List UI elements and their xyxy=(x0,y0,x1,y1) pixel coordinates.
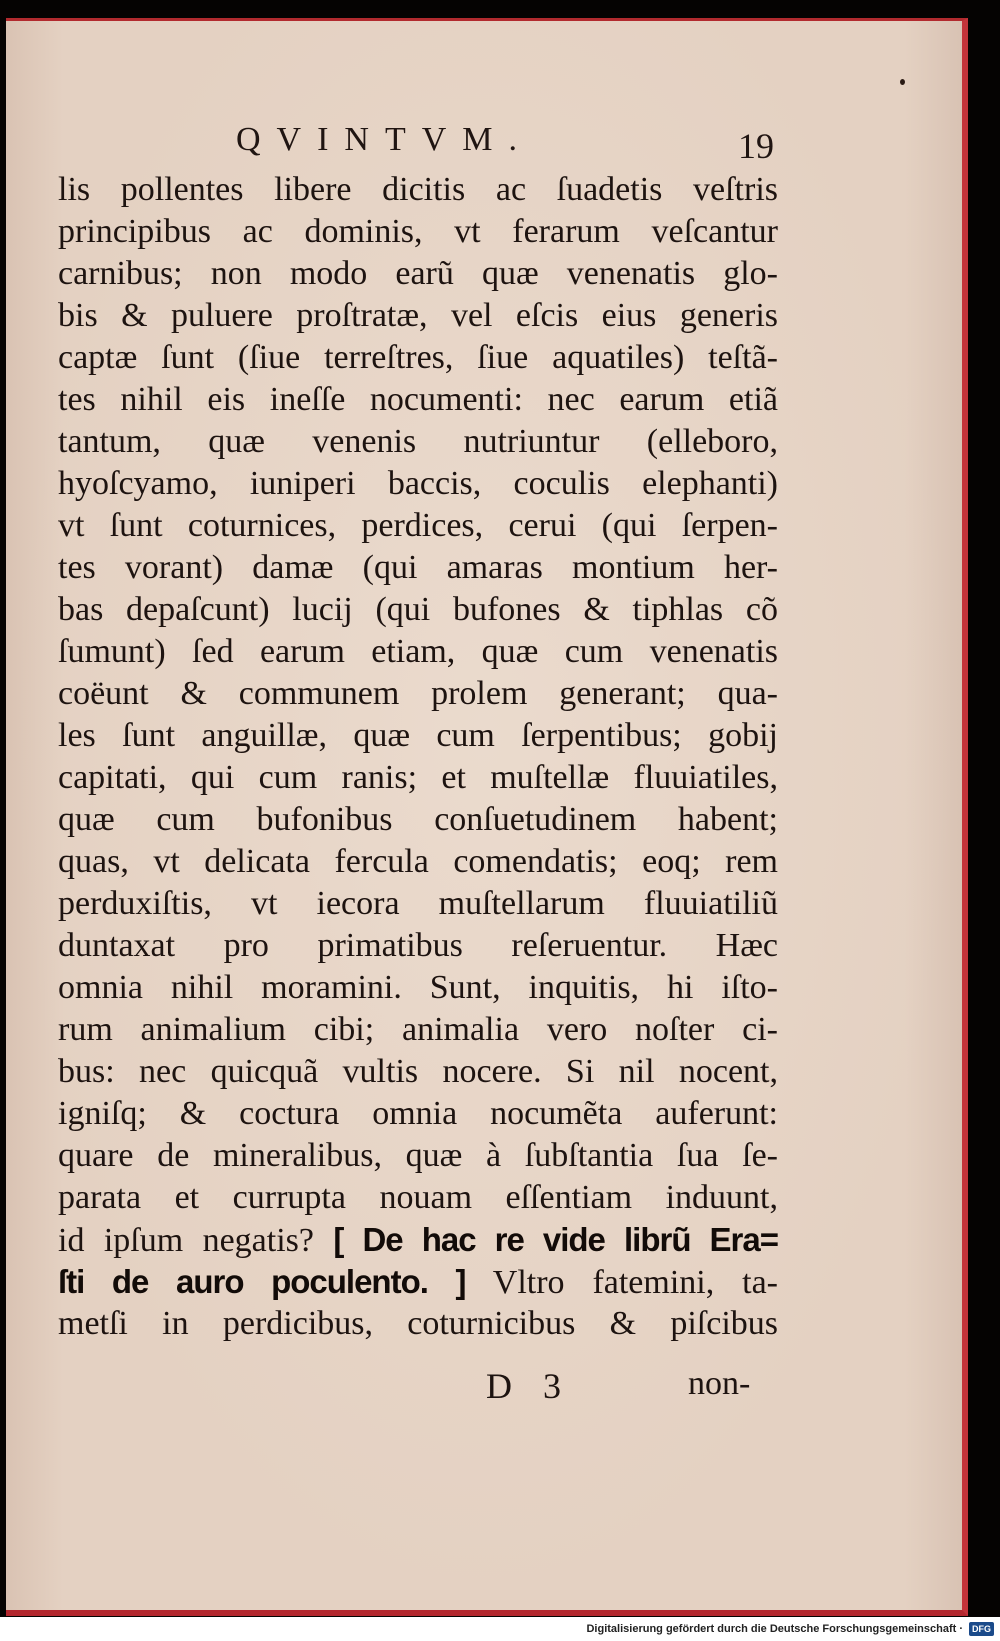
running-head: QVINTVM. xyxy=(236,121,534,158)
text-line: tes nihil eis ineſſe nocumenti: nec earum etiã xyxy=(58,381,778,418)
ink-speck xyxy=(900,79,905,85)
text-line: hyoſcyamo, iuniperi baccis, coculis elephanti) xyxy=(58,465,778,502)
text-line: captæ ſunt (ſiue terreſtres, ſiue aquatiles) teſtã- xyxy=(58,339,778,376)
text-line: quas, vt delicata fercula comendatis; eoq; rem xyxy=(58,843,778,880)
text-line: quare de mineralibus, quæ à ſubſtantia ſua ſe- xyxy=(58,1137,778,1174)
text-line: bis & puluere proſtratæ, vel eſcis eius generis xyxy=(58,297,778,334)
text-line: tes vorant) damæ (qui amaras montium her- xyxy=(58,549,778,586)
dfg-logo-icon: DFG xyxy=(969,1622,994,1636)
text-line: parata et currupta nouam eſſentiam induunt, xyxy=(58,1179,778,1216)
text-line: tantum, quæ venenis nutriuntur (elleboro, xyxy=(58,423,778,460)
text-line: coëunt & communem prolem generant; qua- xyxy=(58,675,778,712)
catchword: non- xyxy=(688,1365,751,1402)
text-line: igniſq; & coctura omnia nocumẽta auferunt: xyxy=(58,1095,778,1132)
text-line: omnia nihil moramini. Sunt, inquitis, hi iſto- xyxy=(58,969,778,1006)
text-line: vt ſunt coturnices, perdices, cerui (qui ſerpen- xyxy=(58,507,778,544)
text-line: duntaxat pro primatibus reſeruentur. Hæc xyxy=(58,927,778,964)
text-line: metſi in perdicibus, coturnicibus & piſcibus xyxy=(58,1305,778,1342)
text-line: rum animalium cibi; animalia vero noſter ci- xyxy=(58,1011,778,1048)
book-page xyxy=(6,18,968,1616)
text-line: capitati, qui cum ranis; et muſtellæ fluuiatiles, xyxy=(58,759,778,796)
text-line: les ſunt anguillæ, quæ cum ſerpentibus; gobij xyxy=(58,717,778,754)
text-line: ſumunt) ſed earum etiam, quæ cum venenatis xyxy=(58,633,778,670)
funding-credit: Digitalisierung gefördert durch die Deutsche Forschungsgemeinschaft · xyxy=(586,1623,963,1635)
digitization-footer xyxy=(0,1617,1000,1641)
marginal-note: ſti de auro poculento. ] xyxy=(58,1263,466,1300)
signature-mark: D 3 xyxy=(486,1366,561,1406)
body-text xyxy=(58,169,778,1345)
text-line: lis pollentes libere dicitis ac ſuadetis veſtris xyxy=(58,171,778,208)
text-line: bas depaſcunt) lucij (qui bufones & tiphlas cõ xyxy=(58,591,778,628)
text-line: perduxiſtis, vt iecora muſtellarum fluuiatiliũ xyxy=(58,885,778,922)
text-line: quæ cum bufonibus conſuetudinem habent; xyxy=(58,801,778,838)
text-line: principibus ac dominis, vt ferarum veſcantur xyxy=(58,213,778,250)
text-line: bus: nec quicquã vultis nocere. Si nil nocent, xyxy=(58,1053,778,1090)
page-number: 19 xyxy=(738,126,774,166)
text-line: ſti de auro poculento. ] Vltro fatemini, ta- xyxy=(58,1263,778,1301)
marginal-note: [ De hac re vide librũ Era= xyxy=(333,1221,778,1258)
text-line: carnibus; non modo earũ quæ venenatis glo- xyxy=(58,255,778,292)
text-line: id ipſum negatis? [ De hac re vide librũ Era= xyxy=(58,1221,778,1259)
